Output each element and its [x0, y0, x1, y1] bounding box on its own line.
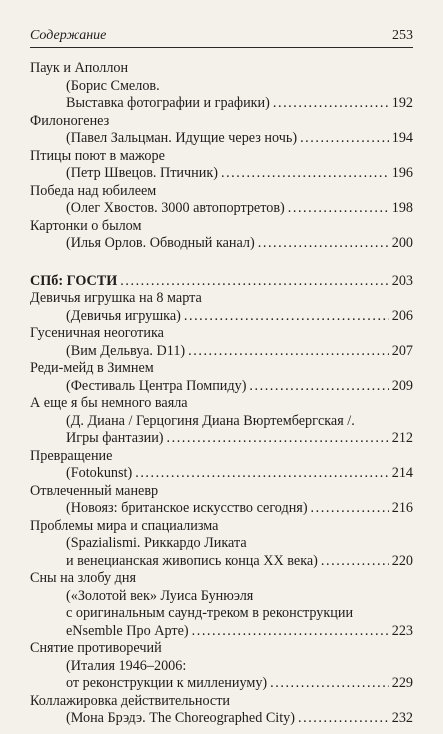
toc-page-number: 206	[391, 307, 413, 324]
dot-leader	[135, 465, 389, 483]
toc-entry-subtitle	[30, 465, 413, 483]
toc-entry-subtitle	[30, 235, 413, 253]
toc-entry-subtitle	[30, 675, 413, 693]
dot-leader	[192, 623, 389, 641]
toc-entry-text: Картонки о былом	[30, 217, 142, 234]
toc-entry-title	[30, 693, 413, 711]
toc-entry-text: (Д. Диана / Герцогиня Диана Вюртембергская /.	[66, 412, 355, 429]
toc-entry-subtitle	[30, 200, 413, 218]
toc-entry-text: (Олег Хвостов. 3000 автопортретов)	[66, 200, 285, 216]
toc-entry-text: Паук и Аполлон	[30, 60, 129, 76]
toc-entry[interactable]	[30, 518, 413, 571]
toc-entry-text: Коллажировка действительности	[30, 692, 230, 709]
toc-entry-text: (Fotokunst)	[66, 465, 133, 481]
toc-entry-title	[30, 325, 413, 343]
toc-entry-subtitle	[30, 78, 413, 96]
toc-page-number: 216	[391, 500, 413, 516]
dot-leader	[311, 500, 389, 518]
toc-entry-text: (Вим Дельвуа. D11)	[66, 342, 186, 359]
dot-leader	[298, 710, 389, 728]
toc-entry-text: (Илья Орлов. Обводный канал)	[66, 235, 255, 251]
toc-page-number: 196	[391, 165, 413, 181]
toc-entry-text: Девичья игрушка на 8 марта	[30, 290, 202, 306]
toc-entry[interactable]	[30, 395, 413, 448]
toc-entry-text: Отвлеченный маневр	[30, 482, 159, 499]
toc-entry-text: (Фестиваль Центра Помпиду)	[66, 377, 247, 394]
toc-page-number: 198	[391, 200, 413, 216]
dot-leader	[249, 378, 388, 396]
toc-page-number: 223	[391, 622, 413, 639]
toc-entry[interactable]	[30, 693, 413, 728]
toc-entry-title	[30, 290, 413, 308]
toc-entry[interactable]	[30, 113, 413, 148]
section-name: Содержание	[30, 28, 107, 43]
toc-entry-subtitle	[30, 343, 413, 361]
toc-entry-text: с оригинальным саунд-треком в реконструкции	[66, 605, 354, 621]
toc-entry[interactable]	[30, 325, 413, 360]
toc-entry-title	[30, 483, 413, 501]
toc-entry-text: Птицы поют в мажоре	[30, 147, 165, 164]
toc-entry[interactable]	[30, 360, 413, 395]
toc-entry-subtitle	[30, 413, 413, 431]
table-of-contents	[30, 60, 413, 728]
toc-entry-text: СПб: ГОСТИ	[30, 272, 118, 289]
dot-leader	[321, 553, 389, 571]
toc-entry-subtitle	[30, 500, 413, 518]
toc-entry-title	[30, 273, 413, 291]
toc-entry-text: Реди-мейд в Зимнем	[30, 360, 154, 376]
dot-leader	[300, 130, 389, 148]
toc-entry-text: Проблемы мира и спациализма	[30, 517, 219, 534]
toc-entry-subtitle	[30, 588, 413, 606]
dot-leader	[184, 308, 389, 326]
toc-entry-text: (Девичья игрушка)	[66, 307, 181, 324]
toc-page-number: 192	[391, 95, 413, 111]
toc-entry-subtitle	[30, 623, 413, 641]
toc-entry-subtitle	[30, 130, 413, 148]
toc-page-number: 232	[391, 710, 413, 726]
toc-entry-title	[30, 183, 413, 201]
toc-entry[interactable]	[30, 448, 413, 483]
toc-entry-text: eNsemble Про Арте)	[66, 622, 189, 639]
toc-entry-text: Сны на злобу дня	[30, 570, 137, 586]
toc-entry[interactable]	[30, 60, 413, 113]
toc-entry-subtitle	[30, 553, 413, 571]
toc-entry-title	[30, 448, 413, 466]
toc-entry-subtitle	[30, 535, 413, 553]
page-number: 253	[392, 28, 413, 43]
toc-entry[interactable]	[30, 570, 413, 640]
toc-page-number: 220	[391, 552, 413, 569]
toc-entry[interactable]	[30, 290, 413, 325]
toc-page-number: 209	[391, 377, 413, 394]
toc-page-number: 200	[391, 235, 413, 251]
toc-entry-subtitle	[30, 710, 413, 728]
dot-leader	[188, 343, 389, 361]
toc-entry-title	[30, 570, 413, 588]
toc-section-heading[interactable]	[30, 273, 413, 291]
toc-entry-title	[30, 218, 413, 236]
dot-leader	[258, 235, 389, 253]
toc-entry-text: (Борис Смелов.	[66, 77, 160, 94]
toc-entry-text: (Мона Брэдэ. The Choreographed City)	[66, 710, 295, 726]
dot-leader	[167, 430, 389, 448]
toc-page-number: 229	[391, 675, 413, 691]
toc-entry-text: (Spazialismi. Риккардо Ликата	[66, 535, 247, 551]
toc-entry-subtitle	[30, 658, 413, 676]
dot-leader	[273, 95, 389, 113]
dot-leader	[270, 675, 389, 693]
toc-entry-title	[30, 518, 413, 536]
toc-entry-text: («Золотой век» Луиса Бунюэля	[66, 587, 254, 604]
toc-entry-subtitle	[30, 165, 413, 183]
toc-entry-title	[30, 395, 413, 413]
toc-page-number: 214	[391, 465, 413, 481]
toc-entry-subtitle	[30, 378, 413, 396]
toc-entry-text: Выставка фотографии и графики)	[66, 95, 270, 111]
toc-entry-text: Игры фантазии)	[66, 430, 164, 446]
toc-page-number: 212	[391, 430, 413, 446]
toc-entry-text: (Павел Зальцман. Идущие через ночь)	[66, 130, 298, 146]
dot-leader	[120, 273, 388, 291]
dot-leader	[221, 165, 389, 183]
toc-page-number: 194	[391, 130, 413, 146]
toc-entry-text: от реконструкции к миллениуму)	[66, 675, 268, 691]
toc-entry-title	[30, 148, 413, 166]
toc-entry[interactable]	[30, 148, 413, 183]
toc-entry-text: Превращение	[30, 447, 113, 464]
toc-entry-title	[30, 113, 413, 131]
toc-entry-text: Гусеничная неоготика	[30, 325, 164, 341]
toc-entry[interactable]	[30, 218, 413, 253]
toc-entry-title	[30, 360, 413, 378]
toc-entry-title	[30, 640, 413, 658]
toc-entry-text: Снятие противоречий	[30, 640, 162, 656]
running-header	[30, 22, 413, 48]
toc-entry[interactable]	[30, 640, 413, 693]
toc-entry-text: (Петр Швецов. Птичник)	[66, 165, 218, 181]
toc-entry[interactable]	[30, 483, 413, 518]
toc-page-number: 203	[391, 272, 413, 289]
toc-entry-subtitle	[30, 430, 413, 448]
toc-entry-subtitle	[30, 605, 413, 623]
section-gap	[30, 253, 413, 273]
toc-entry-text: и венецианская живопись конца XX века)	[66, 552, 318, 569]
toc-entry-title	[30, 60, 413, 78]
toc-entry-text: Филоногенез	[30, 112, 110, 129]
toc-entry-text: (Италия 1946–2006:	[66, 657, 187, 674]
toc-entry-subtitle	[30, 308, 413, 326]
dot-leader	[288, 200, 389, 218]
toc-entry-text: Победа над юбилеем	[30, 182, 157, 199]
toc-entry[interactable]	[30, 183, 413, 218]
toc-entry-text: (Новояз: британское искусство сегодня)	[66, 500, 308, 516]
toc-page-number: 207	[391, 342, 413, 359]
toc-entry-subtitle	[30, 95, 413, 113]
toc-entry-text: А еще я бы немного ваяла	[30, 395, 188, 411]
